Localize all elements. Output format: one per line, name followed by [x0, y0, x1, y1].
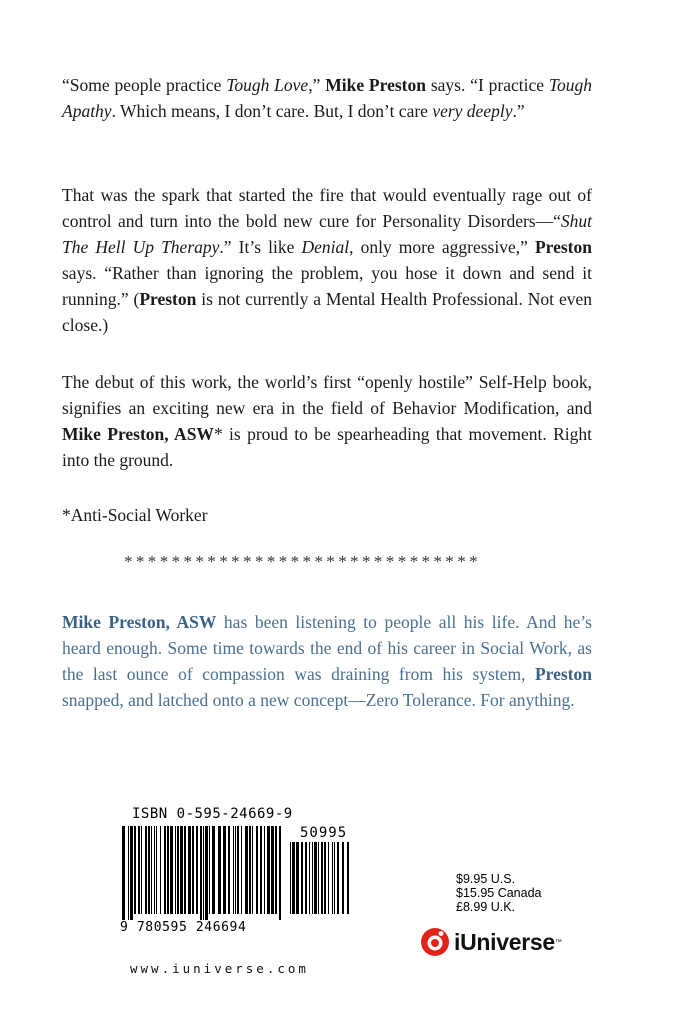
barcode-bar — [184, 826, 186, 914]
barcode-bar — [324, 842, 326, 914]
author-name: Mike Preston — [325, 75, 426, 95]
text-span: That was the spark that started the fire that would eventually rage out of control and turn into the bold new cure for Personality Disorders—“ — [62, 185, 592, 231]
publisher-website: www.iuniverse.com — [130, 961, 309, 976]
barcode-bar — [180, 826, 183, 914]
italic-phrase: very deeply — [432, 101, 513, 121]
barcode-bar — [192, 826, 194, 914]
footnote: *Anti-Social Worker — [62, 505, 208, 525]
barcode-bar — [334, 842, 335, 914]
iuniverse-logo-icon — [420, 927, 450, 957]
asterisk-divider: ****************************** — [124, 552, 481, 571]
author-name: Preston — [534, 664, 592, 684]
price-list — [456, 872, 542, 914]
italic-phrase: Tough Apathy — [62, 75, 592, 121]
barcode-bar — [275, 826, 277, 914]
italic-phrase: Tough Love — [226, 75, 309, 95]
barcode-bar — [279, 826, 281, 920]
barcode-bar — [223, 826, 226, 914]
barcode-bar — [337, 842, 339, 914]
barcode-bar — [321, 842, 323, 914]
price-canada: $15.95 Canada — [456, 886, 542, 900]
barcode-bar — [235, 826, 236, 914]
barcode-bar — [167, 826, 169, 914]
author-bio — [62, 609, 592, 713]
barcode-bar — [233, 826, 234, 914]
barcode-bar — [228, 826, 230, 914]
barcode-bar — [296, 842, 299, 914]
barcode-bar — [177, 826, 179, 914]
text-span: is not currently a Mental Health Professional. Not even close.) — [62, 289, 593, 335]
text-span: “Some people practice — [62, 75, 227, 95]
description-paragraph — [62, 182, 592, 338]
barcode-bar — [301, 842, 303, 914]
italic-phrase: Denial — [301, 237, 350, 257]
barcode-bar — [196, 826, 198, 914]
text-span: * is proud to be spearheading that movement. Right into the ground. — [62, 424, 592, 470]
barcode-addon-icon — [288, 842, 352, 920]
barcode-bar — [164, 826, 166, 914]
barcode-bar — [138, 826, 140, 914]
barcode-bar — [347, 842, 349, 914]
text-span: says. “Rather than ignoring the problem, you hose it down and send it running.” ( — [62, 263, 592, 309]
barcode-bar — [256, 826, 258, 914]
barcode-icon — [120, 826, 284, 920]
price-us: $9.95 U.S. — [456, 872, 516, 886]
barcode-bar — [318, 842, 319, 914]
barcode-bar — [267, 826, 270, 914]
text-span: . Which means, I don’t care. But, I don’t care — [111, 101, 433, 121]
author-name: Preston — [139, 289, 197, 309]
barcode-bar — [151, 826, 152, 914]
text-span: .” — [512, 101, 525, 121]
barcode-bar — [130, 826, 133, 920]
barcode-bar — [160, 826, 161, 914]
barcode-bar — [154, 826, 155, 914]
barcode-bar — [200, 826, 202, 920]
barcode-bar — [122, 826, 125, 920]
barcode-bar — [271, 826, 274, 914]
author-name: Mike Preston, ASW — [62, 612, 217, 632]
text-span: , only more aggressive,” — [349, 237, 535, 257]
barcode-bar — [249, 826, 251, 914]
publisher-logo — [420, 922, 562, 962]
price-code-label: 50995 — [300, 825, 348, 841]
author-name: Preston — [534, 237, 592, 257]
barcode-bar — [145, 826, 147, 914]
isbn-label: ISBN 0-595-24669-9 — [132, 806, 293, 822]
barcode-bar — [328, 842, 329, 914]
barcode-bar — [312, 842, 313, 914]
barcode-bar — [170, 826, 173, 914]
barcode-bar — [209, 826, 210, 914]
text-span: says. “I practice — [425, 75, 549, 95]
barcode-bar — [148, 826, 150, 914]
barcode-bar — [264, 826, 265, 914]
barcode-bar — [314, 842, 317, 914]
ean-number: 9 780595 246694 — [120, 920, 247, 935]
barcode-bar — [245, 826, 248, 914]
barcode-bar — [290, 842, 291, 914]
quote-paragraph — [62, 72, 592, 124]
barcode-bar — [128, 826, 129, 920]
barcode-bar — [188, 826, 191, 914]
text-span: .” It’s like — [219, 237, 302, 257]
text-span: ,” — [308, 75, 326, 95]
barcode-bar — [205, 826, 208, 920]
text-span: snapped, and latched onto a new concept—Zero Tolerance. For anything. — [62, 690, 575, 710]
italic-phrase: Shut The Hell Up Therapy — [62, 211, 592, 257]
barcode-bar — [134, 826, 136, 914]
barcode-bar — [203, 826, 204, 920]
price-uk: £8.99 U.K. — [456, 900, 516, 914]
barcode-bar — [260, 826, 262, 914]
barcode-bar — [241, 826, 242, 914]
barcode-bar — [141, 826, 142, 914]
barcode-bar — [342, 842, 344, 914]
barcode-bar — [175, 826, 176, 914]
trademark-symbol: ™ — [554, 938, 562, 946]
barcode-bar — [292, 842, 295, 914]
barcode-bar — [218, 826, 221, 914]
author-name: Mike Preston, ASW — [62, 424, 214, 444]
barcode-bar — [305, 842, 307, 914]
barcode-bar — [156, 826, 157, 914]
barcode-bar — [237, 826, 239, 914]
text-span: has been listening to people all his life. And he’s heard enough. Some time towards the end of his career in Social Work, as the last ounce of compassion was draining from his system, — [62, 612, 592, 684]
barcode-bar — [252, 826, 253, 914]
text-span: The debut of this work, the world’s first “openly hostile” Self-Help book, signifies an exciting new era in the field of Behavior Modification, and — [62, 372, 592, 418]
barcode-bar — [212, 826, 215, 914]
barcode-bar — [332, 842, 333, 914]
publisher-name: iUniverse — [454, 928, 555, 955]
debut-paragraph — [62, 369, 592, 473]
barcode-bar — [309, 842, 310, 914]
